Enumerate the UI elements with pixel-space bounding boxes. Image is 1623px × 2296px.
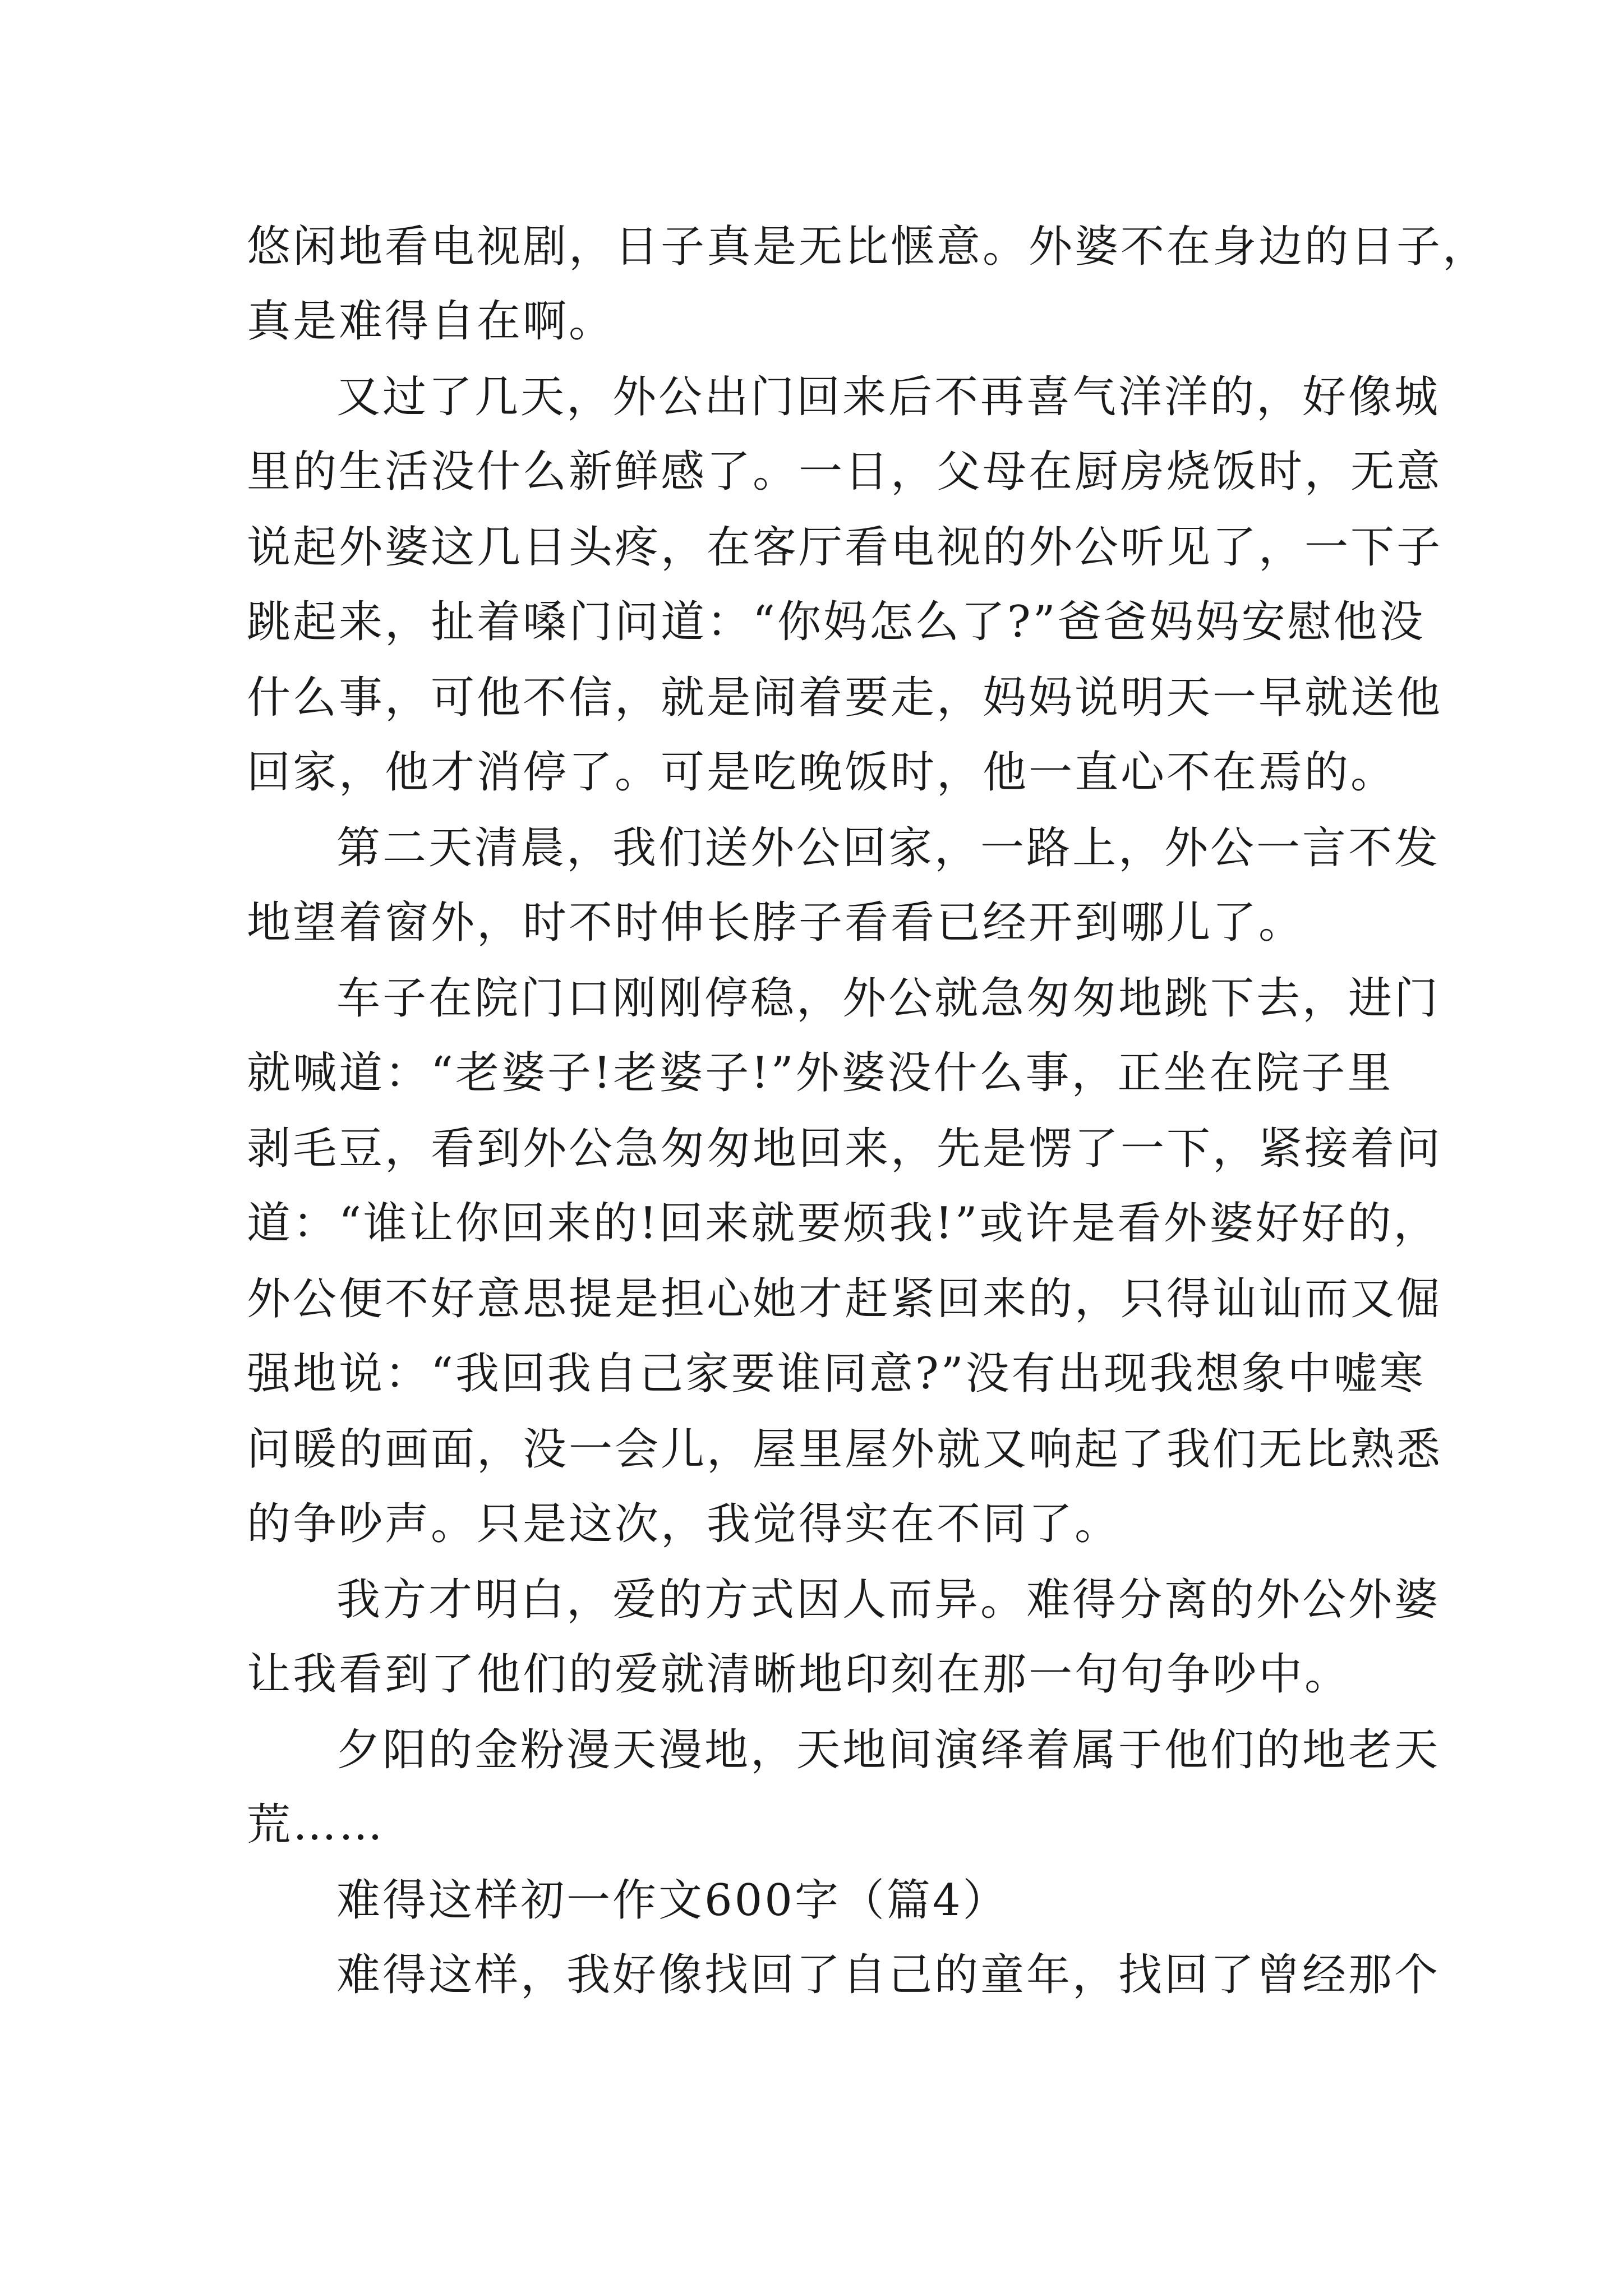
text-line: 强地说：“我回我自己家要谁同意?”没有出现我想象中嘘寒: [247, 1349, 1426, 1399]
text-line: 回家，他才消停了。可是吃晚饭时，他一直心不在焉的。: [247, 747, 1397, 798]
text-line: 外公便不好意思提是担心她才赶紧回来的，只得讪讪而又倔: [247, 1274, 1443, 1324]
text-line: 里的生活没什么新鲜感了。一日，父母在厨房烧饭时，无意: [247, 447, 1443, 497]
text-line: 的争吵声。只是这次，我觉得实在不同了。: [247, 1499, 1121, 1549]
text-line: 就喊道：“老婆子!老婆子!”外婆没什么事，正坐在院子里: [247, 1048, 1394, 1098]
paragraph-first-line: 车子在院门口刚刚停稳，外公就急匆匆地跳下去，进门: [336, 973, 1441, 1024]
paragraph-first-line: 难得这样，我好像找回了自己的童年，找回了曾经那个: [336, 1950, 1441, 2000]
paragraph-first-line: 又过了几天，外公出门回来后不再喜气洋洋的，好像城: [336, 372, 1441, 422]
text-line: 荒……: [247, 1800, 385, 1850]
paragraph-first-line: 夕阳的金粉漫天漫地，天地间演绎着属于他们的地老天: [336, 1725, 1441, 1775]
text-line: 问暖的画面，没一会儿，屋里屋外就又响起了我们无比熟悉: [247, 1424, 1443, 1475]
text-line: 跳起来，扯着嗓门问道：“你妈怎么了?”爸爸妈妈安慰他没: [247, 597, 1426, 647]
paragraph-first-line: 我方才明白，爱的方式因人而异。难得分离的外公外婆: [336, 1575, 1441, 1625]
paragraph-first-line: 第二天清晨，我们送外公回家，一路上，外公一言不发: [336, 823, 1441, 873]
text-line: 什么事，可他不信，就是闹着要走，妈妈说明天一早就送他: [247, 673, 1443, 723]
text-line: 剥毛豆，看到外公急匆匆地回来，先是愣了一下，紧接着问: [247, 1124, 1443, 1174]
text-line: 道：“谁让你回来的!回来就要烦我!”或许是看外婆好好的，: [247, 1198, 1440, 1249]
text-line: 说起外婆这几日头疼，在客厅看电视的外公听见了，一下子: [247, 522, 1443, 573]
section-heading: 难得这样初一作文600字（篇4）: [336, 1875, 1009, 1926]
text-line: 悠闲地看电视剧，日子真是无比惬意。外婆不在身边的日子，: [247, 222, 1489, 272]
text-line: 真是难得自在啊。: [247, 296, 615, 347]
text-line: 地望着窗外，时不时伸长脖子看看已经开到哪儿了。: [247, 898, 1305, 948]
text-line: 让我看到了他们的爱就清晰地印刻在那一句句争吵中。: [247, 1649, 1351, 1700]
